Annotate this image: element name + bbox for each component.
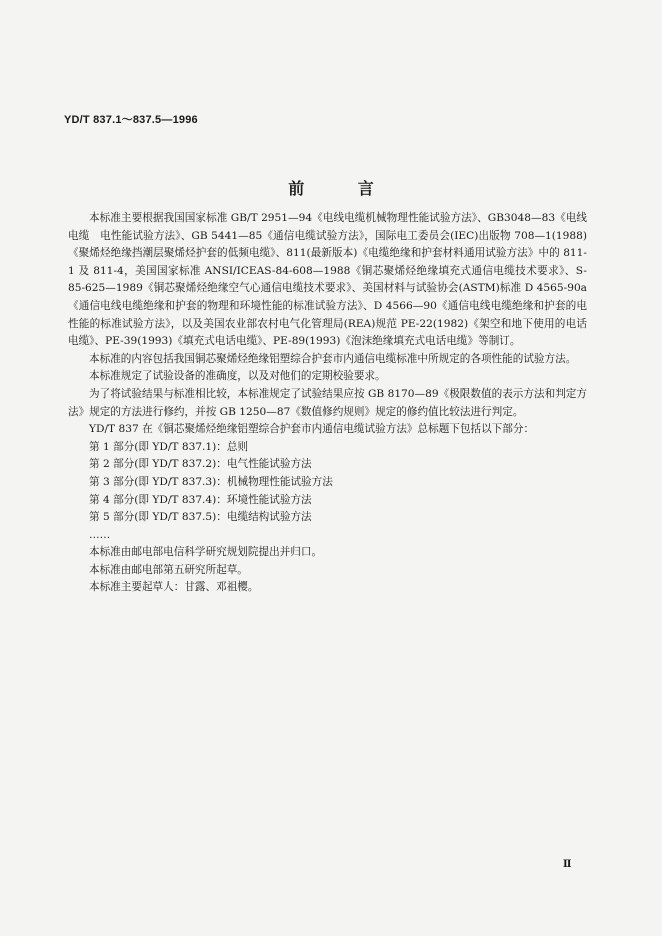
page-number: Ⅱ [563,859,572,870]
part-item: 第 3 部分(即 YD/T 837.3)：机械物理性能试验方法 [89,475,333,488]
closing-drafter: 本标准由邮电部第五研究所起草。 [89,563,248,576]
paragraph-basis: 本标准主要根据我国国家标准 GB/T 2951—94《电线电缆机械物理性能试验方法》、GB3048—83《电线电缆 电性能试验方法》、GB 5441—85《通信电缆试验方法》，国际电工委员会(IEC)出版物 708—1(1988)《聚烯烃绝缘挡潮层聚烯烃护套的低频电缆》、811(最新版本)《电缆绝缘和护套材料通用试验方法》中的 811-1 及 811-4，美国国家标准 ANSI/ICEAS-84-608—1988《铜芯聚烯烃绝缘填充式通信电缆技术要求》、S-85-625—1989《铜芯聚烯烃绝缘空气心通信电缆技术要求》、美国材料与试验协会(ASTM)标准 D 4565-90a《通信电线电缆绝缘和护套的物理和环境性能的标准试验方法》、D 4566—90《通信电线电缆绝缘和护套的电性能的标准试验方法》，以及美国农业部农村电气化管理局(REA)规范 PE-22(1982)《架空和地下使用的电话电缆》、PE-39(1993)《填充式电话电缆》、PE-89(1993)《泡沫绝缘填充式电话电缆》等制订。 [68,212,587,348]
paragraph-content: 本标准的内容包括我国铜芯聚烯烃绝缘铝塑综合护套市内通信电缆标准中所规定的各项性能的试验方法。 [89,352,577,365]
page-title: 前 言 [288,179,398,198]
paragraph-parts-intro: YD/T 837 在《铜芯聚烯烃绝缘铝塑综合护套市内通信电缆试验方法》总标题下包括以下部分： [89,423,535,436]
closing-proposer: 本标准由邮电部电信科学研究规划院提出并归口。 [89,546,323,559]
paragraph-rounding: 为了将试验结果与标准相比较，本标准规定了试验结果应按 GB 8170—89《极限数值的表示方法和判定方法》规定的方法进行修约，并按 GB 1250—87《数值修约规则》规定的修约值比较法进行判定。 [68,387,587,418]
part-item: 第 2 部分(即 YD/T 837.2)：电气性能试验方法 [89,458,312,471]
foreword-body [68,210,587,597]
part-item: 第 5 部分(即 YD/T 837.5)：电缆结构试验方法 [89,511,312,524]
part-item: 第 1 部分(即 YD/T 837.1)：总则 [89,440,249,453]
document-code: YD/T 837.1～837.5—1996 [64,114,198,126]
part-ellipsis: …… [89,528,111,541]
part-item: 第 4 部分(即 YD/T 837.4)：环境性能试验方法 [89,493,312,506]
paragraph-accuracy: 本标准规定了试验设备的准确度，以及对他们的定期校验要求。 [89,370,386,383]
closing-authors: 本标准主要起草人：甘露、邓祖樱。 [89,581,259,594]
